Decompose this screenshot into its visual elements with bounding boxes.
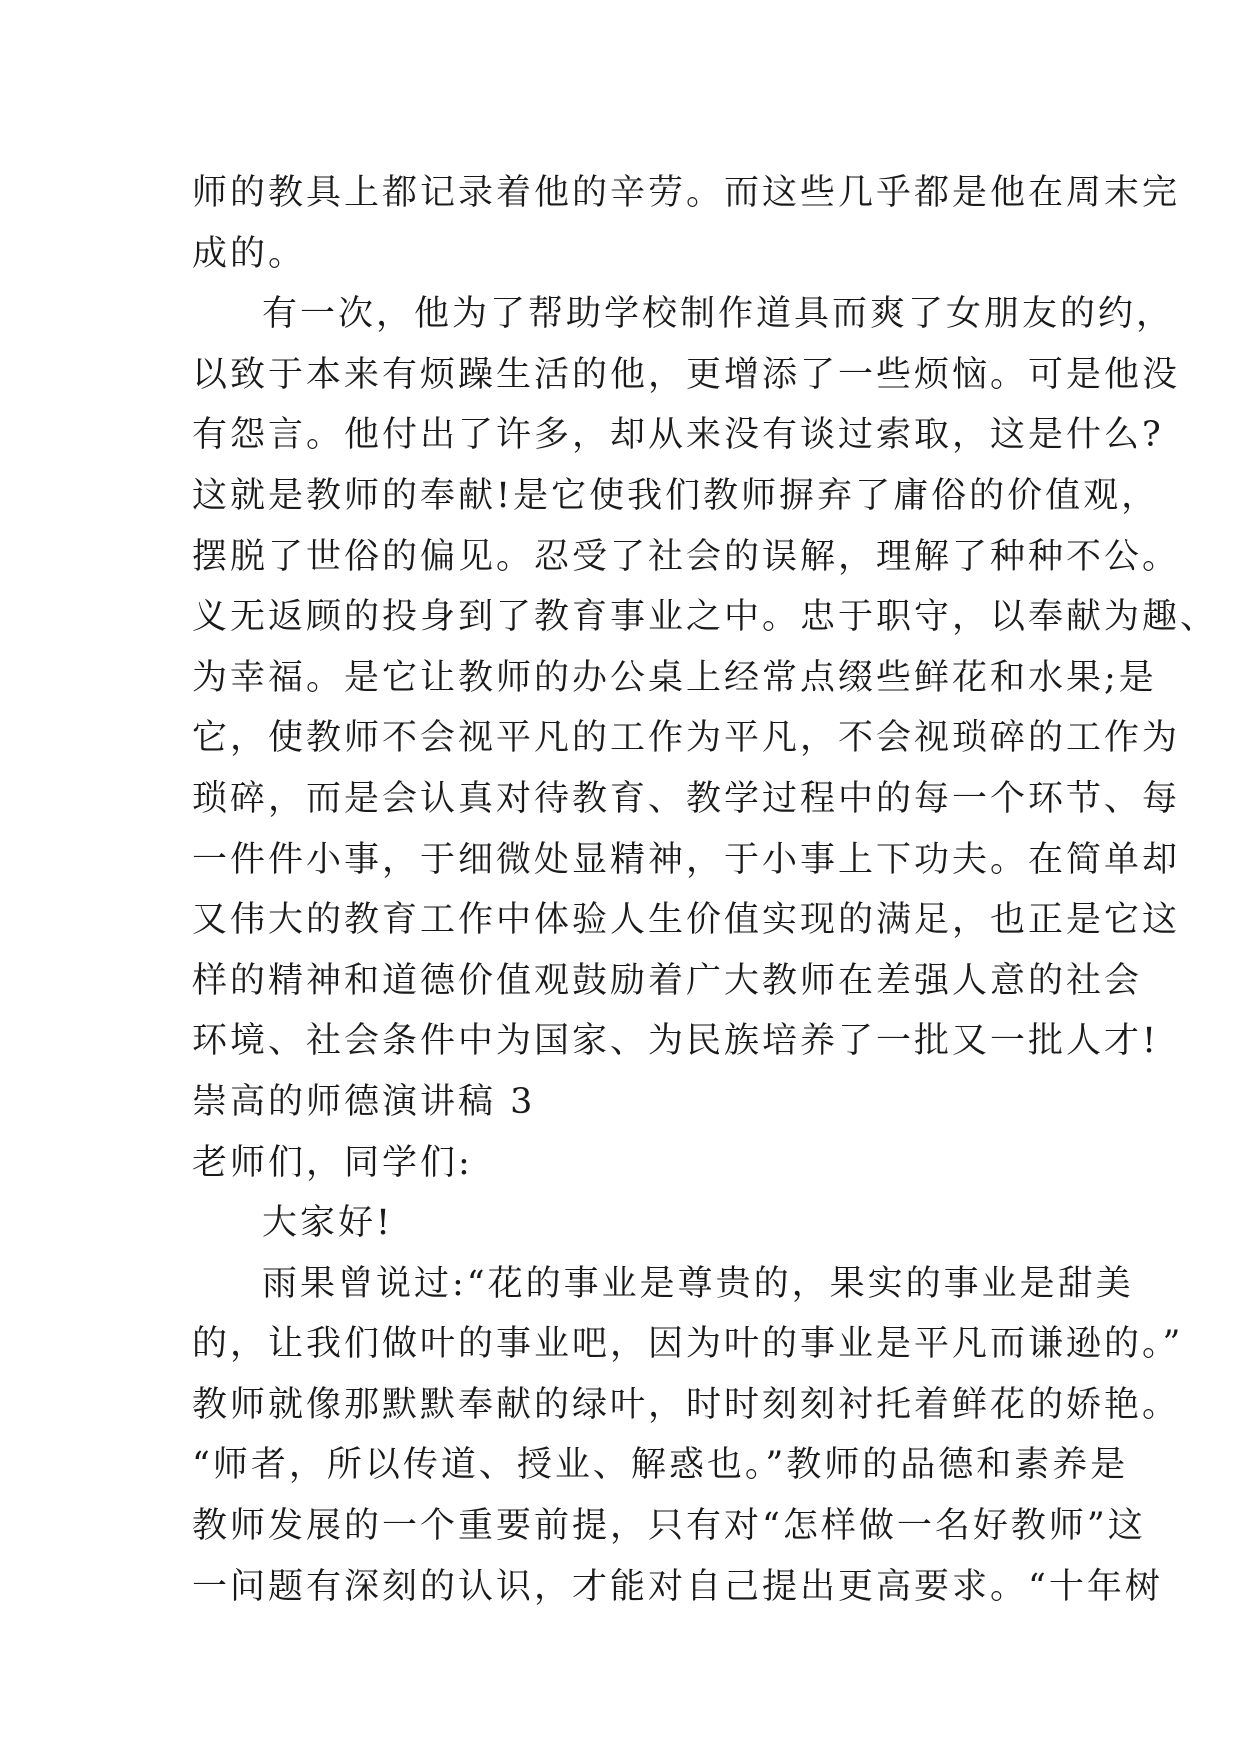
text-line: 师的教具上都记录着他的辛劳。而这些几乎都是他在周末完 <box>192 173 1181 213</box>
text-line: 雨果曾说过:“花的事业是尊贵的，果实的事业是甜美 <box>262 1263 1134 1304</box>
text-line: “师者，所以传道、授业、解惑也。”教师的品德和素养是 <box>192 1445 1129 1486</box>
text-line: 的，让我们做叶的事业吧，因为叶的事业是平凡而谦逊的。” <box>192 1324 1184 1365</box>
text-line: 义无返顾的投身到了教育事业之中。忠于职守，以奉献为趣、 <box>192 597 1219 638</box>
text-line: 又伟大的教育工作中体验人生价值实现的满足，也正是它这 <box>192 900 1181 941</box>
text-line: 有怨言。他付出了许多，却从来没有谈过索取，这是什么? <box>192 415 1164 456</box>
text-line: 以致于本来有烦躁生活的他，更增添了一些烦恼。可是他没 <box>192 354 1181 395</box>
text-line: 为幸福。是它让教师的办公桌上经常点缀些鲜花和水果;是 <box>192 657 1157 698</box>
text-line: 环境、社会条件中为国家、为民族培养了一批又一批人才! <box>192 1021 1160 1062</box>
body-text <box>192 163 1219 1617</box>
text-line: 老师们，同学们: <box>192 1142 473 1183</box>
text-line: 它，使教师不会视平凡的工作为平凡，不会视琐碎的工作为 <box>192 718 1181 759</box>
text-line: 大家好! <box>262 1203 394 1244</box>
text-line: 琐碎，而是会认真对待教育、教学过程中的每一个环节、每 <box>192 778 1181 819</box>
text-line: 教师就像那默默奉献的绿叶，时时刻刻衬托着鲜花的娇艳。 <box>192 1384 1181 1425</box>
text-line: 摆脱了世俗的偏见。忍受了社会的误解，理解了种种不公。 <box>192 536 1181 577</box>
text-line: 样的精神和道德价值观鼓励着广大教师在差强人意的社会 <box>192 960 1143 1001</box>
text-line: 一件件小事，于细微处显精神，于小事上下功夫。在简单却 <box>192 839 1181 880</box>
text-line: 崇高的师德演讲稿 3 <box>192 1081 536 1122</box>
text-line: 成的。 <box>192 233 307 274</box>
text-line: 一问题有深刻的认识，才能对自己提出更高要求。“十年树 <box>192 1566 1163 1607</box>
text-line: 这就是教师的奉献!是它使我们教师摒弃了庸俗的价值观， <box>192 475 1160 516</box>
text-line: 有一次，他为了帮助学校制作道具而爽了女朋友的约， <box>262 294 1175 335</box>
text-line: 教师发展的一个重要前提，只有对“怎样做一名好教师”这 <box>192 1506 1146 1547</box>
